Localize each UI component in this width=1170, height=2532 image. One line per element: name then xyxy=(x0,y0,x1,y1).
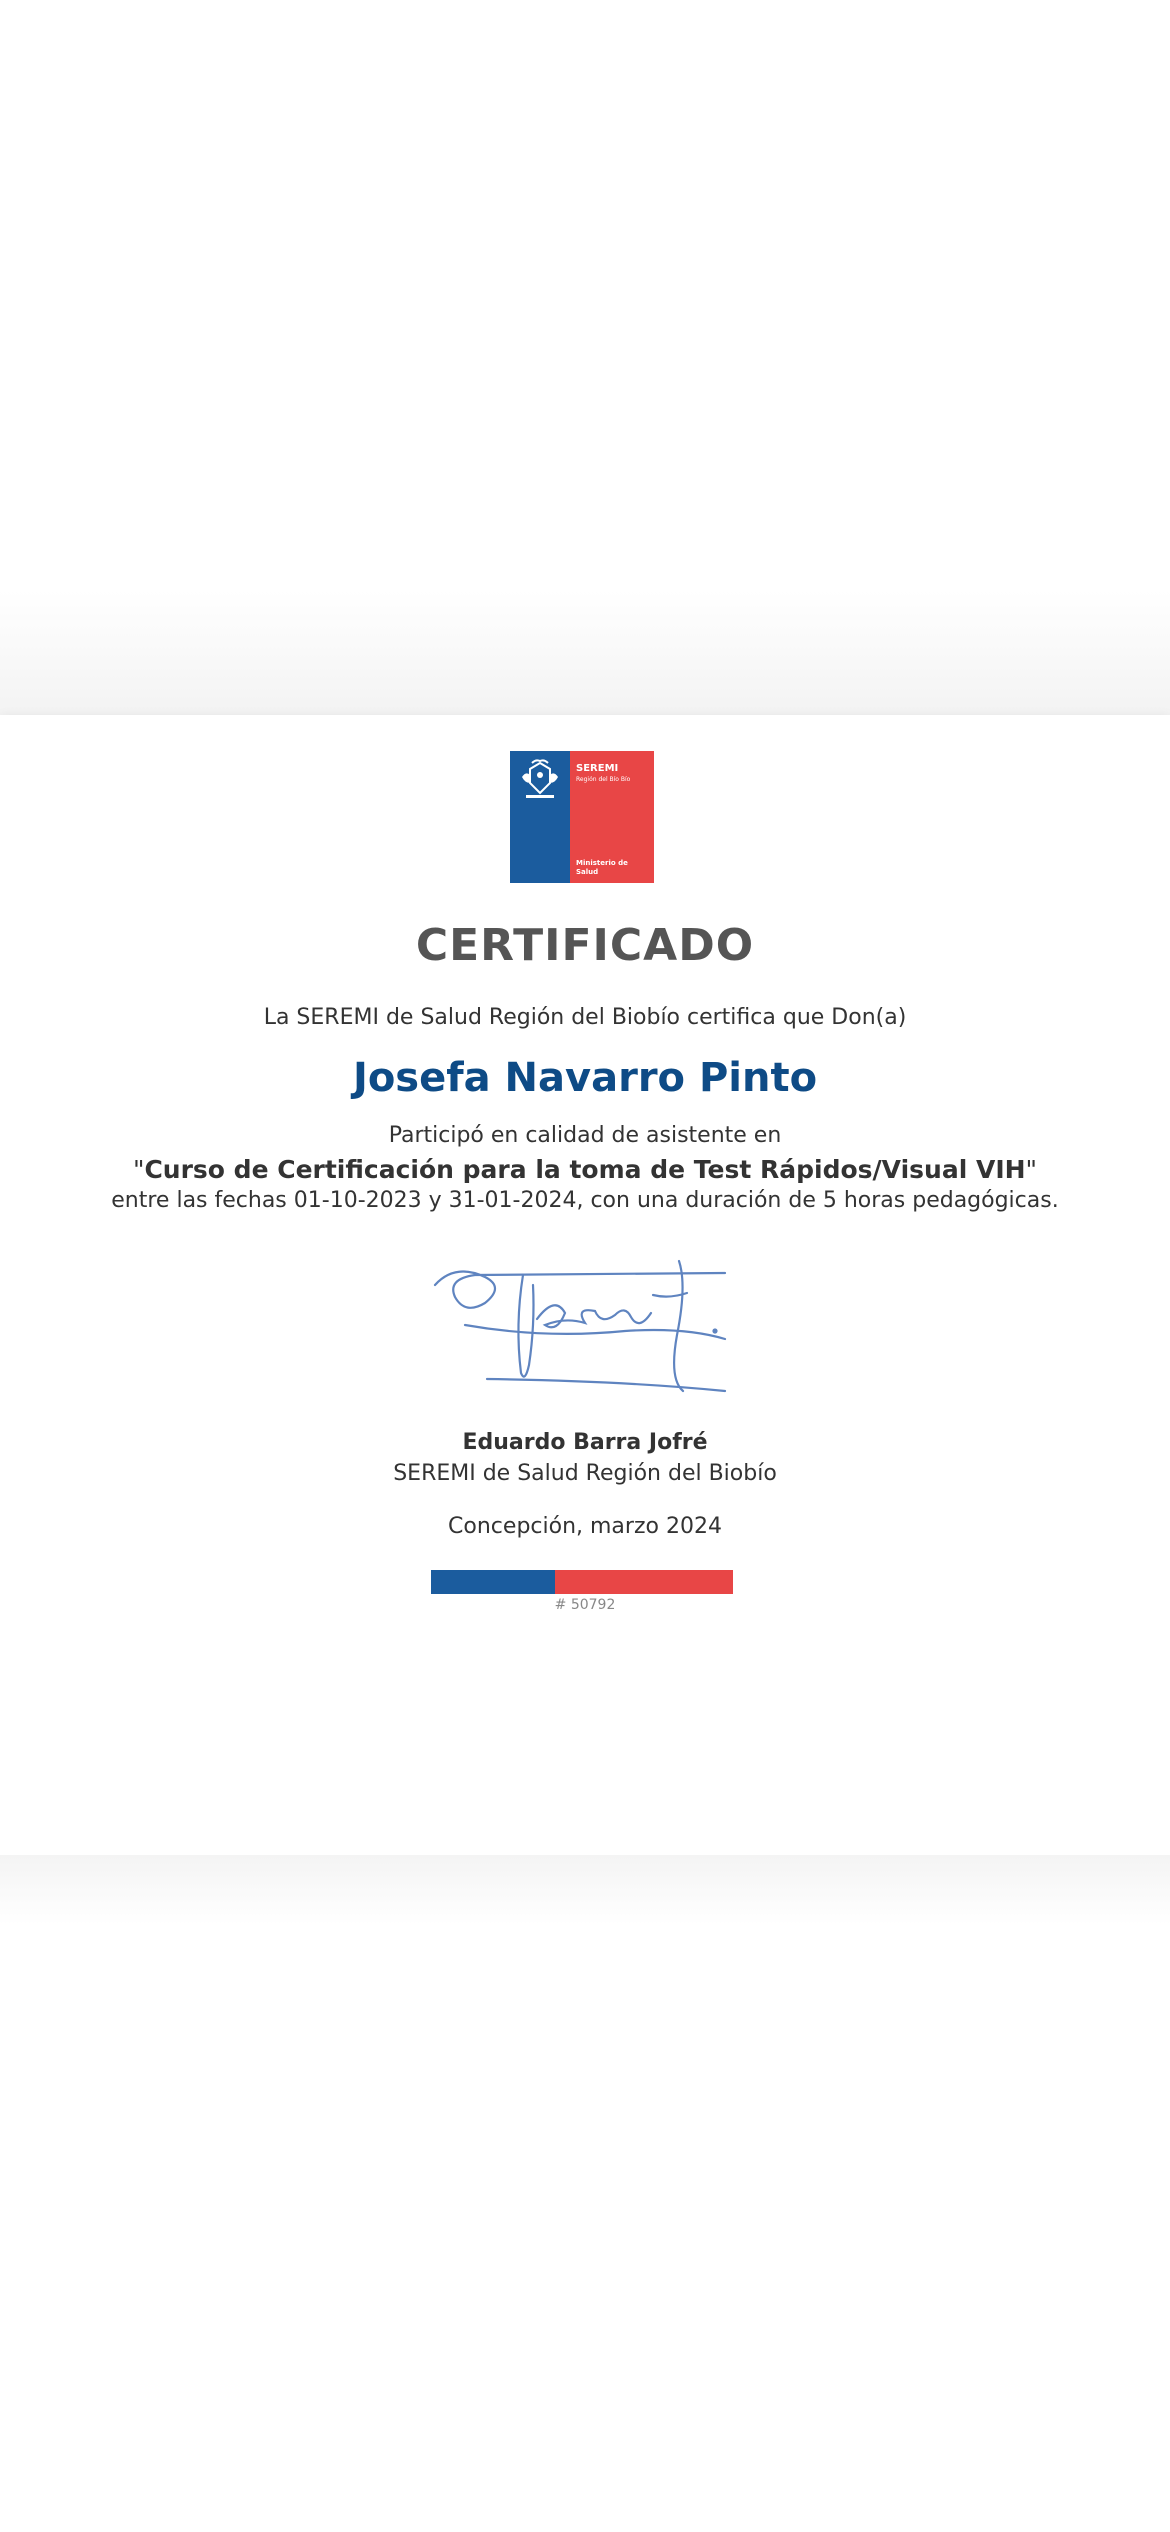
course-line xyxy=(0,1155,1170,1184)
logo-red-panel xyxy=(570,751,654,883)
logo-top-text xyxy=(576,763,630,785)
course-name: Curso de Certificación para la toma de Test Rápidos/Visual VIH xyxy=(144,1155,1026,1184)
flag-bar xyxy=(431,1570,733,1594)
course-close-quote: " xyxy=(1025,1155,1038,1184)
certificate-title: CERTIFICADO xyxy=(415,920,755,971)
participation-text: Participó en calidad de asistente en xyxy=(388,1123,782,1148)
logo-blue-panel xyxy=(510,751,570,883)
dates-text: entre las fechas 01-10-2023 y 31-01-2024, con una duración de 5 horas pedagógicas. xyxy=(111,1188,1059,1213)
coat-of-arms-icon xyxy=(516,759,564,801)
signer-name: Eduardo Barra Jofré xyxy=(462,1430,708,1455)
intro-text: La SEREMI de Salud Región del Biobío certifica que Don(a) xyxy=(263,1005,907,1030)
certificate xyxy=(0,715,1170,1855)
serial-number: # 50792 xyxy=(554,1597,616,1613)
course-open-quote: " xyxy=(132,1155,145,1184)
signer-title: SEREMI de Salud Región del Biobío xyxy=(393,1461,777,1486)
logo-ministry-text: Ministerio de Salud xyxy=(576,859,628,876)
signature-image xyxy=(425,1255,745,1405)
background-shade-top xyxy=(0,590,1170,715)
place-date: Concepción, marzo 2024 xyxy=(448,1514,722,1539)
background-shade-bottom xyxy=(0,1855,1170,1925)
seremi-logo xyxy=(510,751,654,883)
flag-bar-red xyxy=(555,1570,733,1594)
logo-region-text: Región del Bío Bío xyxy=(576,776,631,783)
logo-seremi-text: SEREMI xyxy=(576,763,619,774)
flag-bar-blue xyxy=(431,1570,555,1594)
recipient-name: Josefa Navarro Pinto xyxy=(352,1055,818,1101)
